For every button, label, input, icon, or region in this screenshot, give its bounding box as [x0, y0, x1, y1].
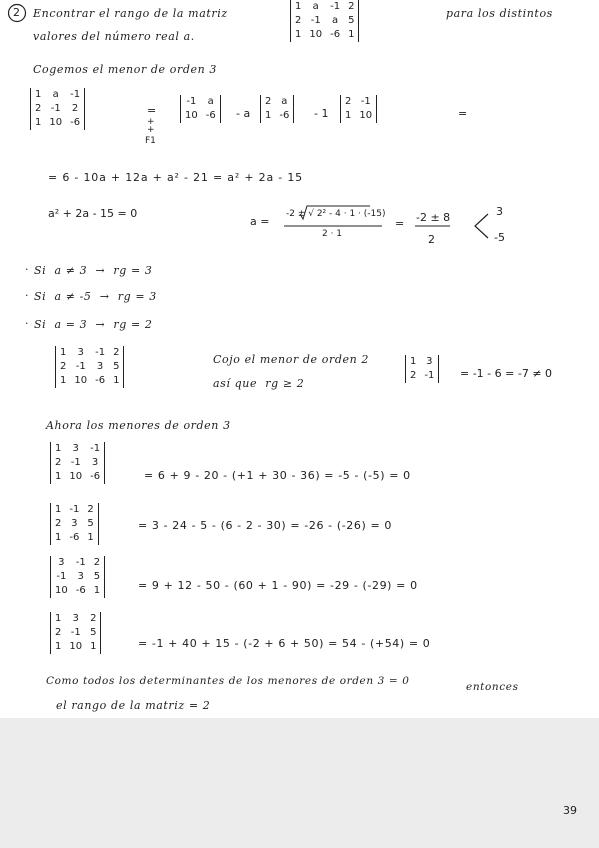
step1-heading: Cogemos el menor de orden 3 — [33, 63, 217, 76]
matrix-cell: 1 — [60, 375, 67, 386]
problem-number: 2 — [13, 6, 20, 19]
matrix-cell: 1 — [55, 471, 62, 482]
formula-denominator: 2 · 1 — [322, 229, 343, 239]
minus-a: - a — [236, 107, 251, 120]
matrix-cell: 10 — [69, 471, 83, 482]
matrix-cell: a — [312, 1, 319, 12]
matrix-cell: 3 — [77, 571, 84, 582]
det3-4 — [50, 612, 101, 654]
matrix-cell: -1 — [360, 96, 371, 107]
matrix-cell: 10 — [55, 585, 68, 596]
matrix-cell: 3 — [71, 518, 78, 529]
matrix-cell: 1 — [348, 29, 355, 40]
matrix-row — [51, 503, 99, 517]
matrix-row — [181, 109, 221, 123]
det3-4-calc: = -1 + 40 + 15 - (-2 + 6 + 50) = 54 - (+54) = 0 — [138, 637, 431, 650]
cofactor-minor-2 — [260, 95, 294, 123]
cofactor-minor-1 — [180, 95, 221, 123]
matrix-row — [51, 517, 99, 531]
matrix-cell: 1 — [295, 29, 302, 40]
matrix-cell: -1 — [75, 361, 86, 372]
matrix-cell: 1 — [55, 443, 62, 454]
matrix-cell: 2 — [55, 457, 62, 468]
minor2-line-2: así que rg ≥ 2 — [213, 377, 305, 390]
minus-1: - 1 — [314, 107, 329, 120]
matrix-cell: -1 — [330, 1, 341, 12]
matrix-cell: -6 — [95, 375, 106, 386]
matrix-cell: -1 — [70, 457, 81, 468]
matrix-cell: 2 — [410, 370, 417, 381]
matrix-cell: -1 — [70, 627, 81, 638]
col-sign-2: + — [147, 125, 155, 135]
matrix-row — [51, 442, 105, 456]
matrix-cell: 1 — [113, 375, 120, 386]
matrix-cell: 3 — [96, 361, 104, 372]
matrix-cell: -6 — [90, 471, 101, 482]
f1-label: F1 — [145, 136, 156, 146]
matrix-row — [51, 640, 101, 654]
step1-equals-end: = — [458, 107, 468, 120]
step1-determinant — [30, 88, 85, 130]
matrix-cell: 2 — [71, 103, 79, 114]
matrix-cell: a — [52, 89, 59, 100]
matrix-row — [406, 355, 439, 369]
matrix-cell: 1 — [55, 641, 62, 652]
matrix-row — [51, 470, 105, 484]
conclusion-line-2: el rango de la matriz = 2 — [56, 699, 211, 712]
conclusion-line-1b: entonces — [466, 681, 519, 693]
det3-3 — [50, 556, 105, 598]
matrix-cell: 10 — [74, 375, 88, 386]
matrix-cell: 1 — [35, 89, 42, 100]
matrix-cell: 3 — [72, 443, 79, 454]
minor2-result: = -1 - 6 = -7 ≠ 0 — [460, 367, 553, 380]
formula-equals: = — [395, 217, 405, 230]
simplified-numerator: -2 ± 8 — [416, 211, 451, 224]
matrix-row — [56, 346, 124, 360]
matrix-cell: -6 — [75, 585, 86, 596]
matrix-row — [261, 95, 294, 109]
step1-equals: = — [147, 104, 157, 117]
matrix-row — [51, 531, 99, 545]
matrix-cell: 10 — [49, 117, 63, 128]
matrix-row — [291, 28, 359, 42]
statement-line-1: Encontrar el rango de la matriz — [33, 7, 228, 20]
expansion-line: = 6 - 10a + 12a + a² - 21 = a² + 2a - 15 — [48, 171, 303, 184]
matrix-cell: a — [332, 15, 339, 26]
formula-numerator: -2 ± √ 2² - 4 · 1 · (-15) — [286, 209, 386, 219]
matrix-cell: 5 — [93, 571, 101, 582]
matrix-cell: -1 — [310, 15, 321, 26]
matrix-cell: 3 — [426, 356, 433, 367]
statement-line-2: valores del número real a. — [33, 30, 195, 43]
matrix-cell: -1 — [95, 347, 106, 358]
matrix-cell: 2 — [90, 613, 97, 624]
matrix-cell: 10 — [359, 110, 373, 121]
matrix-cell: 5 — [348, 15, 355, 26]
matrix-row — [291, 0, 359, 14]
matrix-row — [51, 456, 105, 470]
matrix-cell: -1 — [50, 103, 61, 114]
matrix-cell: 1 — [55, 532, 62, 543]
matrix-cell: a — [281, 96, 288, 107]
matrix-row — [51, 556, 105, 570]
matrix-row — [31, 88, 85, 102]
a-equals: a = — [250, 215, 270, 228]
matrix-row — [341, 95, 377, 109]
matrix-cell: 10 — [309, 29, 323, 40]
det3-2 — [50, 503, 99, 545]
matrix-cell: 2 — [113, 347, 120, 358]
matrix-cell: 2 — [265, 96, 272, 107]
page-number: 39 — [563, 804, 577, 817]
matrix-cell: 2 — [345, 96, 352, 107]
det3-2-calc: = 3 - 24 - 5 - (6 - 2 - 30) = -26 - (-26) = 0 — [138, 519, 392, 532]
root-split-symbol — [475, 214, 488, 238]
matrix-cell: -1 — [56, 571, 67, 582]
matrix-cell: 1 — [55, 504, 62, 515]
matrix-row — [51, 626, 101, 640]
case-3: Si a = 3 → rg = 2 — [34, 318, 153, 331]
minor2-line-1: Cojo el menor de orden 2 — [213, 353, 369, 366]
matrix-cell: -1 — [70, 89, 81, 100]
matrix-cell: 1 — [60, 347, 67, 358]
matrix-cell: 1 — [87, 532, 94, 543]
det3-1 — [50, 442, 105, 484]
matrix-cell: 2 — [60, 361, 67, 372]
matrix-cell: -6 — [205, 110, 216, 121]
matrix-cell: 5 — [90, 627, 97, 638]
matrix-cell: 2 — [35, 103, 42, 114]
det3-3-calc: = 9 + 12 - 50 - (60 + 1 - 90) = -29 - (-29) = 0 — [138, 579, 418, 592]
matrix-row — [291, 14, 359, 28]
conclusion-line-1: Como todos los determinantes de los menores de orden 3 = 0 — [46, 675, 410, 687]
col-sign-1: + — [147, 117, 155, 127]
statement-line-1b: para los distintos — [446, 7, 553, 20]
matrix-cell: -1 — [69, 504, 80, 515]
quadratic-equation: a² + 2a - 15 = 0 — [48, 207, 138, 220]
matrix-row — [31, 116, 85, 130]
case-1: Si a ≠ 3 → rg = 3 — [34, 264, 153, 277]
matrix-cell: 1 — [55, 613, 62, 624]
matrix-cell: 1 — [265, 110, 272, 121]
matrix-cell: -1 — [186, 96, 197, 107]
matrix-cell: 2 — [348, 1, 355, 12]
matrix-cell: 3 — [58, 557, 65, 568]
root-2: -5 — [494, 231, 505, 244]
case-bullet-3: · — [25, 317, 29, 330]
matrix-row — [56, 374, 124, 388]
matrix-cell: 10 — [69, 641, 83, 652]
matrix-cell: -6 — [70, 117, 81, 128]
matrix-a3 — [55, 346, 124, 388]
case-bullet-2: · — [25, 289, 29, 302]
matrix-row — [56, 360, 124, 374]
matrix-cell: 1 — [35, 117, 42, 128]
matrix-cell: 2 — [55, 627, 62, 638]
matrix-cell: -1 — [424, 370, 435, 381]
matrix-cell: 5 — [87, 518, 94, 529]
matrix-cell: 1 — [410, 356, 417, 367]
matrix-row — [406, 369, 439, 383]
matrix-cell: -6 — [330, 29, 341, 40]
cofactor-minor-3 — [340, 95, 377, 123]
matrix-cell: 1 — [93, 585, 101, 596]
matrix-cell: a — [207, 96, 214, 107]
matrix-cell: 3 — [91, 457, 99, 468]
matrix-cell: -1 — [75, 557, 86, 568]
matrix-cell: 10 — [185, 110, 198, 121]
case-bullet-1: · — [25, 263, 29, 276]
det3-1-calc: = 6 + 9 - 20 - (+1 + 30 - 36) = -5 - (-5) = 0 — [144, 469, 411, 482]
matrix-row — [51, 612, 101, 626]
matrix-row — [51, 584, 105, 598]
matrix-row — [341, 109, 377, 123]
matrix-cell: 1 — [90, 641, 97, 652]
matrix-cell: -1 — [90, 443, 101, 454]
matrix-cell: 2 — [87, 504, 94, 515]
case-2: Si a ≠ -5 → rg = 3 — [34, 290, 157, 303]
matrix-cell: 5 — [113, 361, 120, 372]
matrix-cell: 1 — [295, 1, 302, 12]
matrix-cell: 2 — [93, 557, 101, 568]
matrix-cell: 2 — [55, 518, 62, 529]
heading-order3: Ahora los menores de orden 3 — [46, 419, 231, 432]
matrix-row — [181, 95, 221, 109]
matrix-cell: 3 — [72, 613, 79, 624]
problem-matrix — [290, 0, 359, 42]
matrix-cell: -6 — [69, 532, 80, 543]
simplified-denominator: 2 — [428, 233, 435, 246]
matrix-cell: 2 — [295, 15, 302, 26]
minor2-determinant — [405, 355, 439, 383]
matrix-cell: -6 — [279, 110, 290, 121]
matrix-row — [51, 570, 105, 584]
matrix-cell: 3 — [77, 347, 84, 358]
root-1: 3 — [496, 205, 503, 218]
matrix-row — [31, 102, 85, 116]
matrix-cell: 1 — [345, 110, 352, 121]
matrix-row — [261, 109, 294, 123]
